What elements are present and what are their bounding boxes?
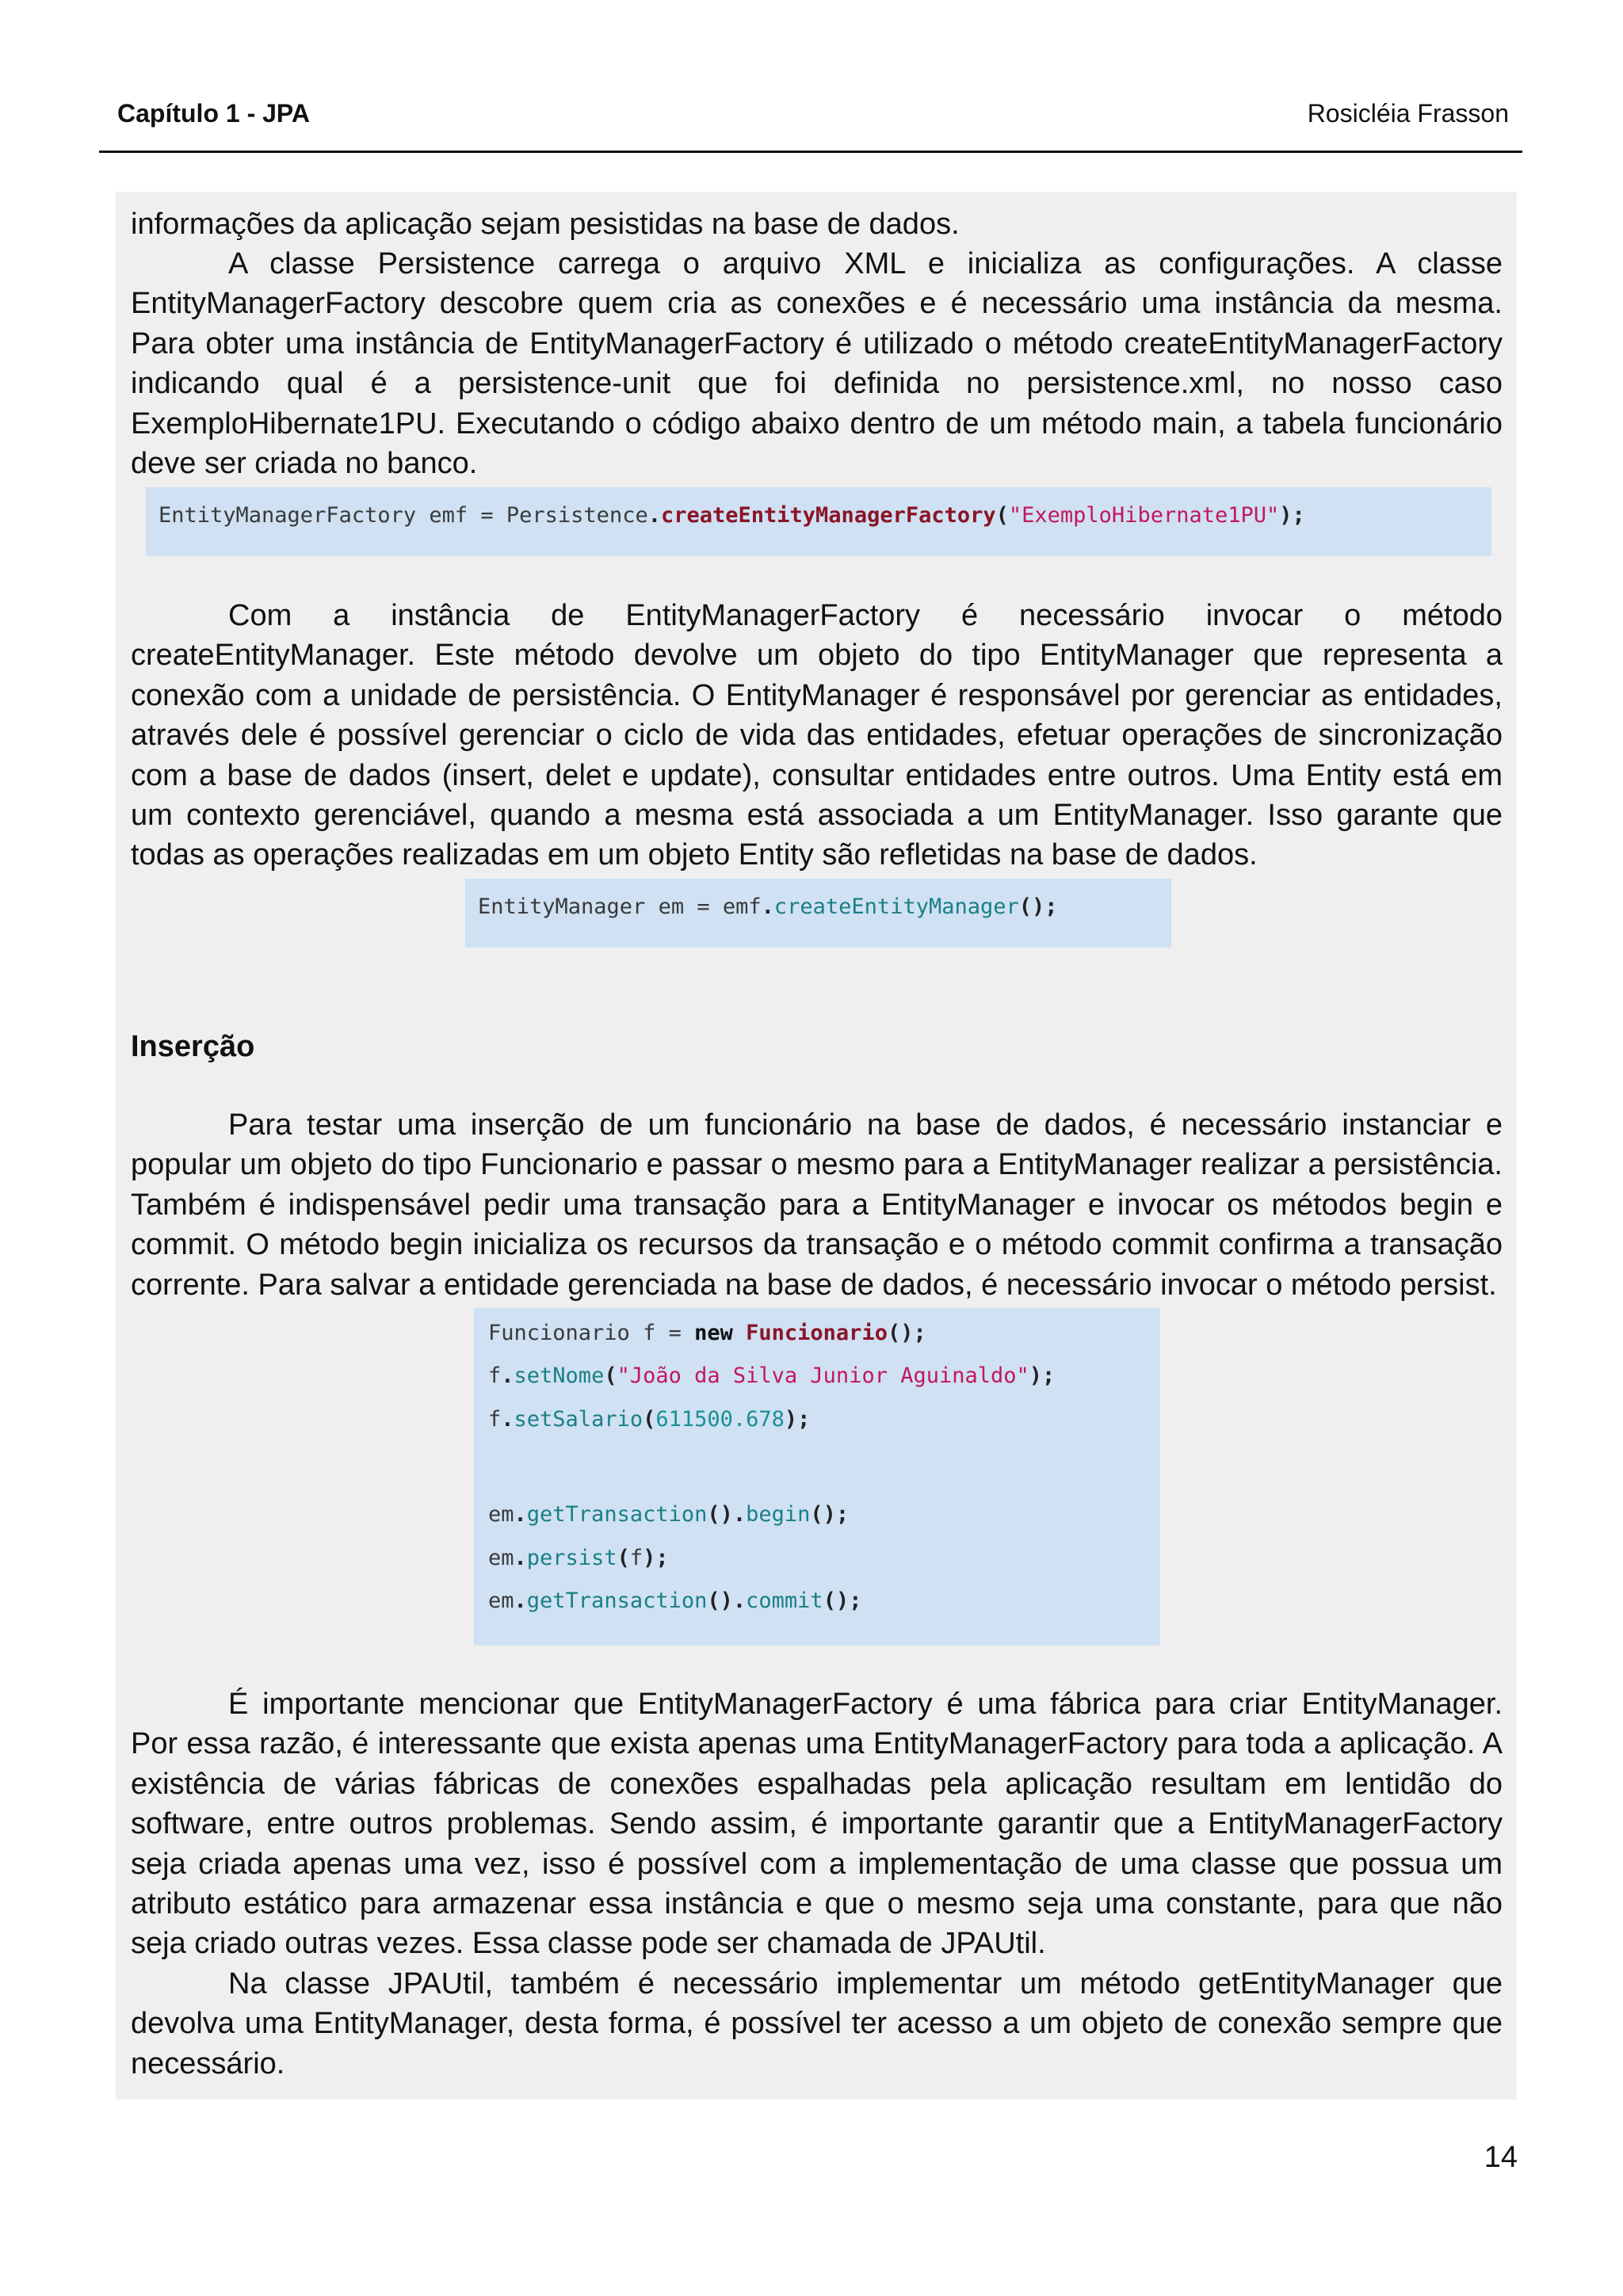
code-token-punct: ( [643,1407,656,1432]
text-line: devolva uma EntityManager, desta forma, é possível ter acesso a um objeto de conexão sempre que [131,2007,1503,2041]
text-line: corrente. Para salvar a entidade gerenciada na base de dados, é necessário invocar o método persist. [131,1268,1497,1302]
code-token-plain: Funcionario f = [488,1321,695,1345]
page-header-author: Rosicléia Frasson [1307,99,1509,128]
code-block-create-entity-manager [465,879,1171,948]
paragraph-persistence-class [131,244,1503,483]
paragraph-insertion [131,1105,1503,1305]
code-line [474,1319,1160,1348]
code-token-method: getTransaction [526,1589,708,1613]
header-divider [99,151,1522,153]
code-token-method: commit [746,1589,823,1613]
code-token-punct: ( [617,1546,630,1570]
code-token-plain: em [488,1546,514,1570]
paragraph-entity-manager [131,596,1503,875]
code-token-method: setSalario [514,1407,643,1432]
code-token-method: createEntityManager [773,894,1019,919]
code-line [474,1544,1160,1573]
page-number: 14 [1484,2141,1518,2174]
paragraph-factory-single [131,1684,1503,1964]
text-line: indicando qual é a persistence-unit que foi definida no persistence.xml, no nosso caso [131,367,1503,401]
text-line: com a base de dados (insert, delet e update), consultar entidades entre outros. Uma Entity está em [131,758,1503,792]
text-line: um contexto gerenciável, quando a mesma está associada a um EntityManager. Isso garante que [131,799,1503,833]
text-line: existência de várias fábricas de conexões espalhadas pela aplicação resultam em lentidão do [131,1767,1503,1801]
code-token-plain: em [488,1589,514,1613]
code-token-method: setNome [514,1363,605,1388]
paragraph-jpautil [131,1964,1503,2084]
code-token-punct: ); [1279,503,1305,528]
code-token-plain: f [488,1407,502,1432]
text-line: A classe Persistence carrega o arquivo XML e inicializa as configurações. A classe [228,247,1503,280]
code-token-plain: f [488,1363,502,1388]
text-line: Na classe JPAUtil, também é necessário implementar um método getEntityManager que [228,1967,1503,2000]
code-token-punct: ); [1029,1363,1056,1388]
paragraph-persistence-intro-end [131,204,1503,244]
code-line [465,893,1171,921]
code-token-punct: . [514,1589,527,1613]
text-line: através dele é possível gerenciar o ciclo de vida das entidades, efetuar operações de sincronização [131,719,1503,753]
text-line: Com a instância de EntityManagerFactory é necessário invocar o método [228,599,1503,632]
code-token-punct: ( [995,503,1009,528]
text-line: commit. O método begin inicializa os recursos da transação e o método commit confirma a transação [131,1228,1503,1262]
code-token-method: begin [746,1502,811,1527]
code-token-keyword: new [694,1321,733,1345]
text-line: Por essa razão, é interessante que exista apenas uma EntityManagerFactory para toda a aplicação. A [131,1727,1503,1761]
code-token-punct: . [647,503,661,528]
page-header-chapter: Capítulo 1 - JPA [117,99,310,128]
code-line [146,502,1491,530]
code-block-insert-funcionario [474,1308,1160,1646]
text-line: necessário. [131,2046,285,2081]
code-token-punct: (); [823,1589,862,1613]
code-token-punct: (). [707,1502,747,1527]
code-block-create-factory [146,487,1491,556]
code-token-method-bold: createEntityManagerFactory [660,503,996,528]
code-token-number: 611500.678 [655,1407,785,1432]
code-token-plain: EntityManager em = emf [478,894,762,919]
code-token-punct: (); [887,1321,926,1345]
text-line: conexão com a unidade de persistência. O EntityManager é responsável por gerenciar as entidades, [131,678,1503,712]
text-line: Para obter uma instância de EntityManagerFactory é utilizado o método createEntityManagerFactory [131,326,1503,360]
text-line: ExemploHibernate1PU. Executando o código abaixo dentro de um método main, a tabela funcionário [131,406,1503,441]
code-token-punct: ); [643,1546,669,1570]
text-line: popular um objeto do tipo Funcionario e passar o mesmo para a EntityManager realizar a persistência. [131,1148,1503,1182]
code-token-punct: . [514,1502,527,1527]
code-token-punct: . [514,1546,527,1570]
text-line: Para testar uma inserção de um funcionário na base de dados, é necessário instanciar e [228,1108,1503,1142]
code-line [474,1405,1160,1434]
code-token-plain: em [488,1502,514,1527]
text-line: Também é indispensável pedir uma transação para a EntityManager e invocar os métodos begin e [131,1188,1503,1222]
code-token-punct: (); [810,1502,850,1527]
code-token-punct: . [501,1407,514,1432]
code-line [474,1587,1160,1615]
code-token-punct: ( [604,1363,617,1388]
code-token-punct: ); [784,1407,811,1432]
code-token-plain: EntityManagerFactory emf = Persistence [158,503,648,528]
text-line: É importante mencionar que EntityManagerFactory é uma fábrica para criar EntityManager. [228,1688,1503,1721]
text-line: deve ser criada no banco. [131,447,478,481]
code-token-punct: (); [1018,894,1058,919]
section-heading-insercao: Inserção [131,1030,255,1063]
code-token-method: persist [526,1546,617,1570]
text-line: informações da aplicação sejam pesistidas na base de dados. [131,208,960,241]
code-token-punct: . [501,1363,514,1388]
code-token-plain: f [629,1546,643,1570]
code-token-punct: (). [707,1589,747,1613]
code-line [474,1501,1160,1529]
text-line: todas as operações realizadas em um objeto Entity são refletidas na base de dados. [131,838,1258,872]
code-token-method: getTransaction [526,1502,708,1527]
code-token-string: "ExemploHibernate1PU" [1008,503,1280,528]
text-line: atributo estático para armazenar essa instância e que o mesmo seja uma constante, para que não [131,1887,1503,1921]
code-token-string: "João da Silva Junior Aguinaldo" [617,1363,1029,1388]
code-token-class-bold: Funcionario [746,1321,888,1345]
text-line: createEntityManager. Este método devolve um objeto do tipo EntityManager que representa a [131,639,1503,673]
text-line: EntityManagerFactory descobre quem cria as conexões e é necessário uma instância da mesma. [131,287,1503,321]
text-line: seja criado outras vezes. Essa classe pode ser chamada de JPAUtil. [131,1927,1046,1961]
code-line [474,1362,1160,1390]
text-line: software, entre outros problemas. Sendo assim, é importante garantir que a EntityManagerFactory [131,1807,1503,1841]
code-token-plain [733,1321,746,1345]
text-line: seja criada apenas uma vez, isso é possível com a implementação de uma classe que possua um [131,1847,1503,1881]
code-token-punct: . [761,894,774,919]
